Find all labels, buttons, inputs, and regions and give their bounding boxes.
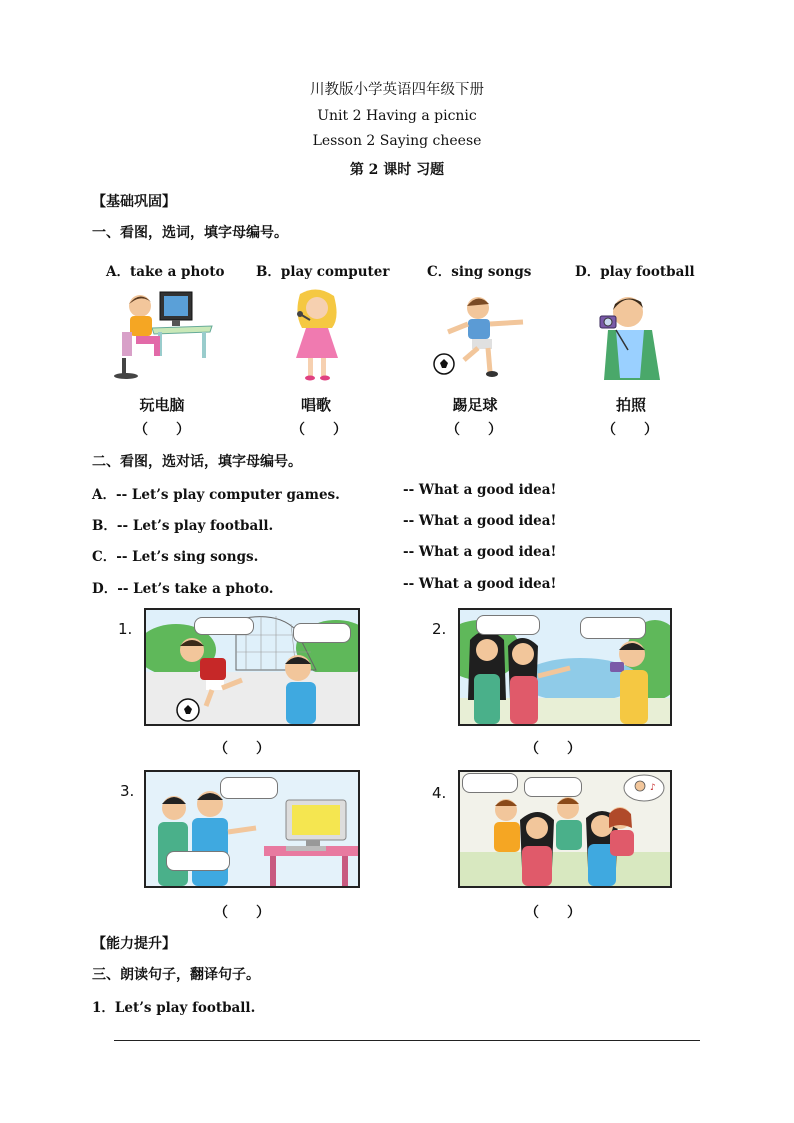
scene-number-2: 2.	[432, 620, 447, 638]
caption-photo: 拍照	[615, 396, 646, 414]
unit-title: Unit 2 Having a picnic	[317, 108, 477, 124]
svg-text:♪: ♪	[650, 783, 656, 793]
option-b: B．play computer	[256, 264, 390, 280]
option-d: D．play football	[575, 264, 695, 280]
dialog-d: D．-- Let’s take a photo.	[92, 581, 274, 597]
answer-blank-4[interactable]: （ ）	[602, 422, 658, 438]
scene-2-answer[interactable]: （ ）	[525, 741, 581, 757]
option-c: C．sing songs	[427, 264, 532, 280]
period-title: 第 2 课时 习题	[349, 162, 445, 178]
page-title: 川教版小学英语四年级下册	[310, 82, 484, 98]
speech-bubble	[524, 777, 582, 797]
singing-girl-icon	[282, 288, 352, 382]
caption-football: 踢足球	[452, 396, 498, 414]
scene-4-answer[interactable]: （ ）	[525, 905, 581, 921]
section-basic-heading: 【基础巩固】	[92, 194, 176, 210]
speech-bubble	[194, 617, 254, 635]
question-3-title: 三、朗读句子，翻译句子。	[92, 967, 260, 983]
scene-number-4: 4.	[432, 784, 447, 802]
football-boy-icon	[428, 292, 528, 382]
lesson-title: Lesson 2 Saying cheese	[312, 133, 482, 149]
option-a: A．take a photo	[106, 264, 225, 280]
scene-number-1: 1.	[118, 620, 133, 638]
answer-line[interactable]	[114, 1040, 700, 1041]
speech-bubble	[462, 773, 518, 793]
answer-blank-3[interactable]: （ ）	[446, 422, 502, 438]
speech-bubble	[220, 777, 278, 799]
speech-bubble	[476, 615, 540, 635]
answer-blank-1[interactable]: （ ）	[134, 422, 190, 438]
dialog-b-reply: -- What a good idea!	[403, 513, 557, 529]
speech-bubble	[293, 623, 351, 643]
dialog-a: A．-- Let’s play computer games.	[92, 487, 340, 503]
dialog-c-reply: -- What a good idea!	[403, 544, 557, 560]
dialog-b: B．-- Let’s play football.	[92, 518, 274, 534]
scene-1-answer[interactable]: （ ）	[214, 741, 270, 757]
speech-bubble	[580, 617, 646, 639]
speech-bubble	[166, 851, 230, 871]
question-1-title: 一、看图，选词，填字母编号。	[92, 225, 288, 241]
caption-sing: 唱歌	[300, 396, 331, 414]
dialog-a-reply: -- What a good idea!	[403, 482, 557, 498]
question-2-title: 二、看图，选对话，填字母编号。	[92, 454, 302, 470]
caption-play-computer: 玩电脑	[139, 396, 185, 414]
question-3-item-1: 1．Let’s play football.	[92, 1000, 256, 1016]
section-improve-heading: 【能力提升】	[92, 936, 176, 952]
camera-boy-icon	[594, 290, 666, 382]
scene-number-3: 3.	[120, 782, 135, 800]
dialog-d-reply: -- What a good idea!	[403, 576, 557, 592]
answer-blank-2[interactable]: （ ）	[291, 422, 347, 438]
scene-3-answer[interactable]: （ ）	[214, 905, 270, 921]
dialog-c: C．-- Let’s sing songs.	[92, 549, 259, 565]
computer-boy-icon	[112, 288, 216, 382]
